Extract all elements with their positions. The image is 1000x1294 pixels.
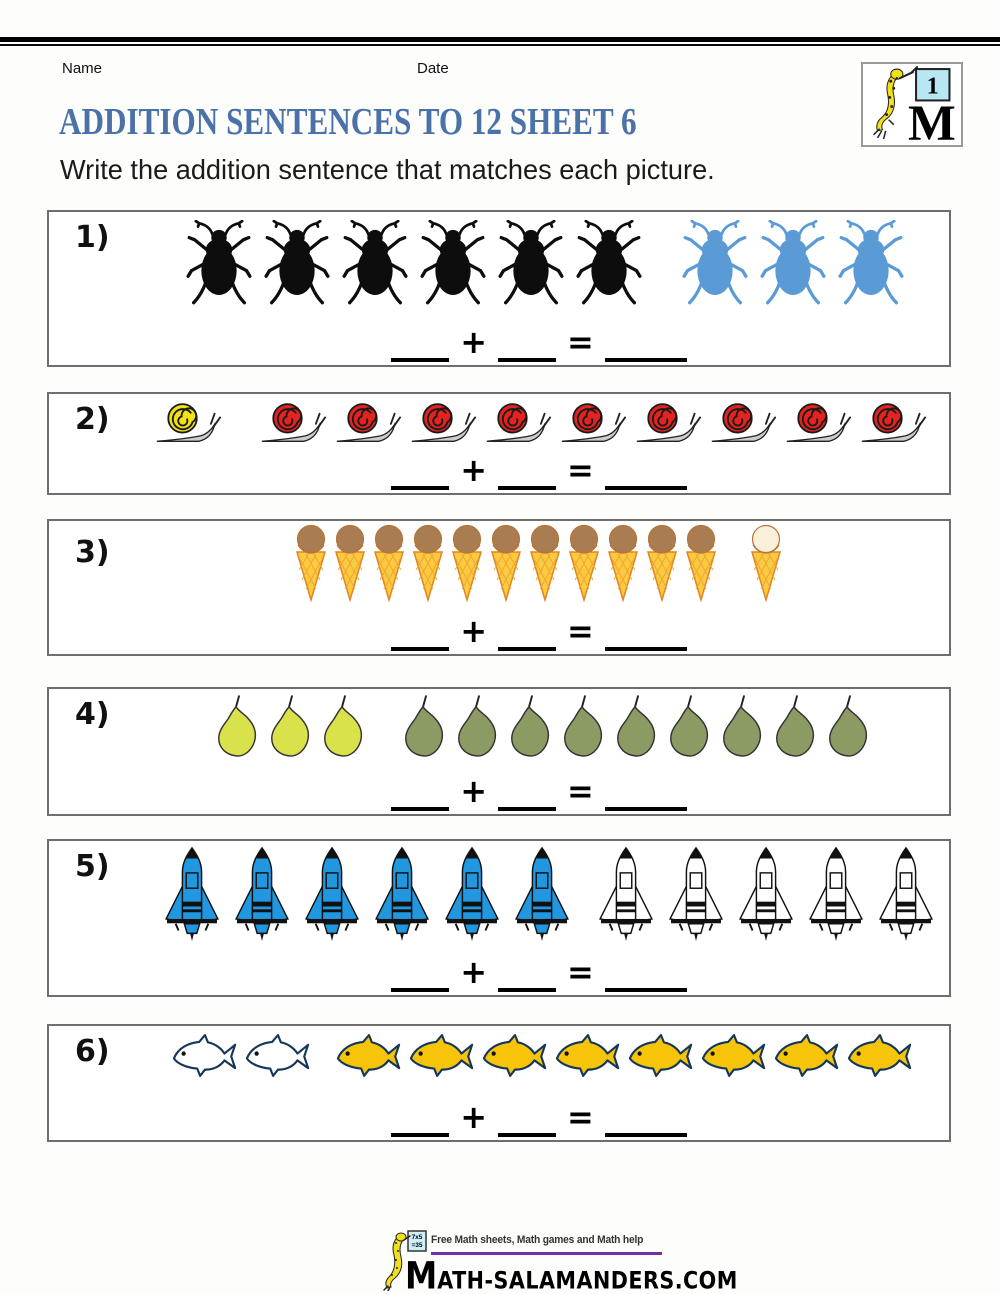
problem-icons <box>49 841 949 942</box>
pear-icon <box>718 695 768 759</box>
answer-blank-addend1 <box>391 807 449 811</box>
fish-icon <box>773 1033 841 1078</box>
board-line2: =35 <box>411 1242 423 1249</box>
rocket-icon <box>161 846 223 942</box>
fish-icon <box>244 1033 312 1078</box>
beetle-icon <box>757 220 829 306</box>
beetle-icon <box>183 220 255 306</box>
beetle-icon <box>679 220 751 306</box>
footer-logo <box>381 1229 738 1294</box>
answer-blank-addend2 <box>498 358 556 362</box>
problem-box <box>47 1024 951 1142</box>
name-label: Name <box>62 60 103 77</box>
icecream-icon <box>293 523 329 603</box>
problem-icons <box>49 521 949 603</box>
pear-icon <box>213 695 263 759</box>
equals-sign: = <box>567 323 594 361</box>
pear-icon <box>665 695 715 759</box>
answer-blank-sum <box>605 1133 687 1137</box>
answer-line <box>89 1100 989 1137</box>
plus-sign: + <box>460 612 487 650</box>
icecream-icon <box>605 523 641 603</box>
board-line1: 7x5 <box>411 1234 423 1241</box>
footer-site-name <box>405 1254 738 1294</box>
fish-icon <box>554 1033 622 1078</box>
snail-icon <box>410 398 476 446</box>
fish-icon <box>408 1033 476 1078</box>
fish-icon <box>481 1033 549 1078</box>
salamander-grade-logo-icon <box>863 64 961 145</box>
problem-box <box>47 519 951 656</box>
plus-sign: + <box>460 451 487 489</box>
answer-blank-sum <box>605 988 687 992</box>
answer-blank-addend1 <box>391 647 449 651</box>
answer-line <box>89 453 989 490</box>
problem-number: 6) <box>75 1034 110 1069</box>
rocket-icon <box>735 846 797 942</box>
snail-icon <box>155 398 221 446</box>
answer-line <box>89 955 989 992</box>
icecream-icon <box>748 523 784 603</box>
answer-blank-sum <box>605 358 687 362</box>
icecream-icon <box>332 523 368 603</box>
beetle-icon <box>573 220 645 306</box>
problem-icons <box>49 1026 949 1078</box>
problem-icons <box>49 394 949 446</box>
pear-icon <box>824 695 874 759</box>
snail-icon <box>710 398 776 446</box>
date-label: Date <box>417 60 449 77</box>
top-rule-thick <box>0 37 1000 42</box>
grade-number: 1 <box>926 72 939 100</box>
pear-icon <box>771 695 821 759</box>
answer-blank-sum <box>605 807 687 811</box>
snail-icon <box>860 398 926 446</box>
rocket-icon <box>231 846 293 942</box>
problem-number: 3) <box>75 535 110 570</box>
icecream-icon <box>527 523 563 603</box>
site-rest: ATH-SALAMANDERS.COM <box>437 1267 738 1294</box>
answer-line <box>89 774 989 811</box>
problem-box <box>47 210 951 367</box>
problem-number: 4) <box>75 697 110 732</box>
problem-number: 1) <box>75 220 110 255</box>
snail-icon <box>635 398 701 446</box>
rocket-icon <box>805 846 867 942</box>
instruction-text: Write the addition sentence that matches each picture. <box>60 154 715 185</box>
icecream-icon <box>410 523 446 603</box>
plus-sign: + <box>460 953 487 991</box>
page-title: ADDITION SENTENCES TO 12 SHEET 6 <box>59 101 637 143</box>
answer-blank-addend2 <box>498 647 556 651</box>
answer-blank-addend2 <box>498 807 556 811</box>
pear-icon <box>453 695 503 759</box>
equals-sign: = <box>567 1098 594 1136</box>
pear-icon <box>559 695 609 759</box>
plus-sign: + <box>460 772 487 810</box>
answer-blank-addend1 <box>391 1133 449 1137</box>
rocket-icon <box>875 846 937 942</box>
icecream-icon <box>488 523 524 603</box>
footer-tagline: Free Math sheets, Math games and Math help <box>431 1234 644 1246</box>
equals-sign: = <box>567 772 594 810</box>
problem-box <box>47 839 951 997</box>
beetle-icon <box>261 220 333 306</box>
answer-line <box>89 325 989 362</box>
answer-blank-addend1 <box>391 988 449 992</box>
beetle-icon <box>495 220 567 306</box>
rocket-icon <box>511 846 573 942</box>
equals-sign: = <box>567 612 594 650</box>
top-rule-thin <box>0 44 1000 46</box>
beetle-icon <box>835 220 907 306</box>
fish-icon <box>700 1033 768 1078</box>
snail-icon <box>785 398 851 446</box>
pear-icon <box>266 695 316 759</box>
snail-icon <box>260 398 326 446</box>
plus-sign: + <box>460 323 487 361</box>
icecream-icon <box>371 523 407 603</box>
answer-blank-addend2 <box>498 1133 556 1137</box>
site-big-m: M <box>405 1255 438 1294</box>
pear-icon <box>400 695 450 759</box>
salamander-footer-icon <box>381 1229 429 1291</box>
answer-blank-sum <box>605 486 687 490</box>
answer-blank-addend2 <box>498 988 556 992</box>
answer-blank-addend2 <box>498 486 556 490</box>
equals-sign: = <box>567 451 594 489</box>
snail-icon <box>335 398 401 446</box>
grade-logo <box>861 62 963 147</box>
plus-sign: + <box>460 1098 487 1136</box>
problem-box <box>47 392 951 495</box>
problem-box <box>47 687 951 816</box>
rocket-icon <box>595 846 657 942</box>
pear-icon <box>506 695 556 759</box>
icecream-icon <box>644 523 680 603</box>
answer-blank-addend1 <box>391 358 449 362</box>
answer-blank-addend1 <box>391 486 449 490</box>
beetle-icon <box>339 220 411 306</box>
problem-number: 5) <box>75 849 110 884</box>
fish-icon <box>627 1033 695 1078</box>
beetle-icon <box>417 220 489 306</box>
rocket-icon <box>371 846 433 942</box>
pear-icon <box>612 695 662 759</box>
problem-number: 2) <box>75 402 110 437</box>
rocket-icon <box>665 846 727 942</box>
equals-sign: = <box>567 953 594 991</box>
problem-icons <box>49 212 949 306</box>
problem-icons <box>49 689 949 759</box>
fish-icon <box>335 1033 403 1078</box>
snail-icon <box>485 398 551 446</box>
fish-icon <box>171 1033 239 1078</box>
logo-monogram: M <box>907 94 956 145</box>
pear-icon <box>319 695 369 759</box>
answer-line <box>89 614 989 651</box>
icecream-icon <box>683 523 719 603</box>
snail-icon <box>560 398 626 446</box>
icecream-icon <box>449 523 485 603</box>
rocket-icon <box>441 846 503 942</box>
answer-blank-sum <box>605 647 687 651</box>
fish-icon <box>846 1033 914 1078</box>
rocket-icon <box>301 846 363 942</box>
icecream-icon <box>566 523 602 603</box>
